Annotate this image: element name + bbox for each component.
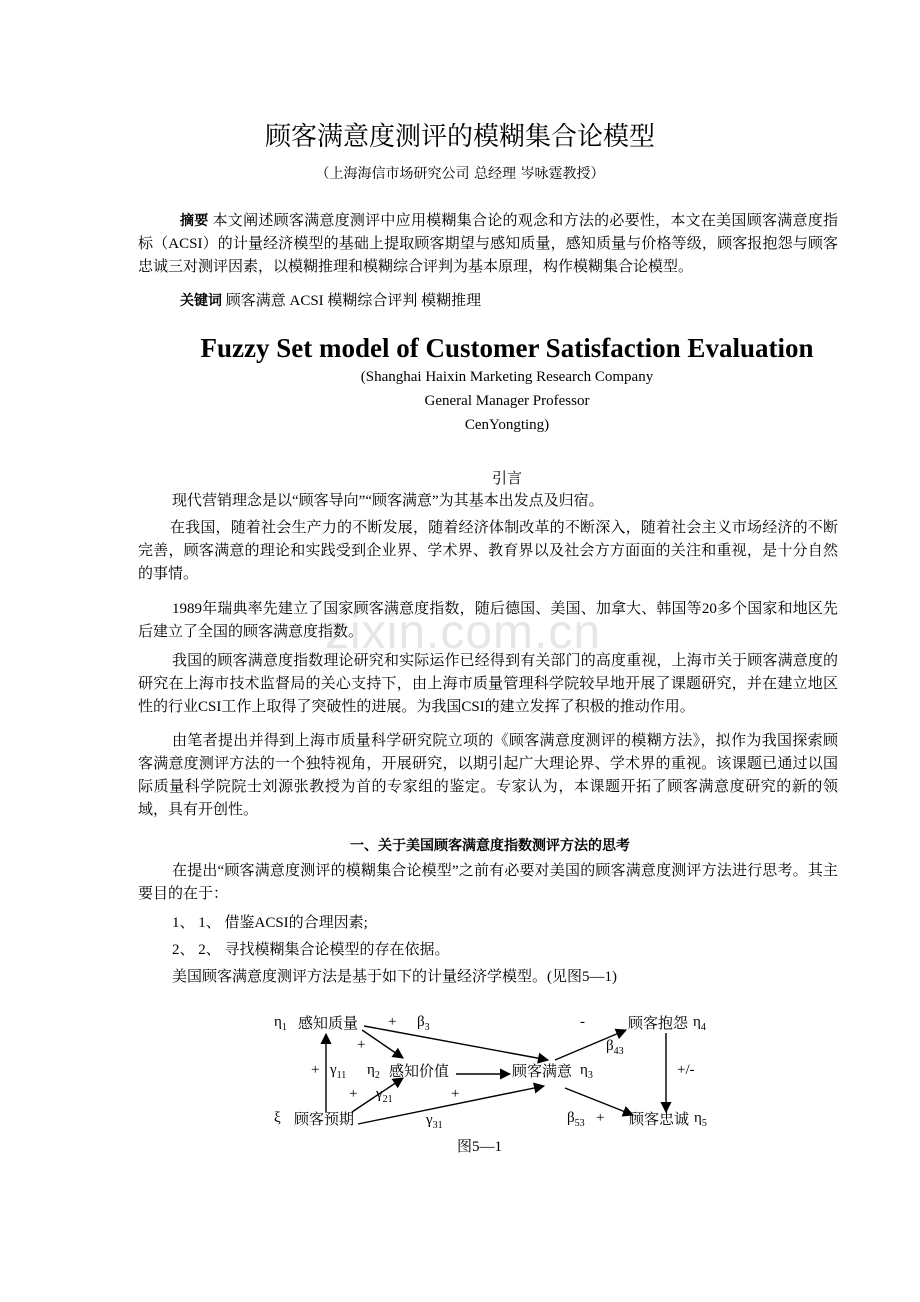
section-paragraph-2: 美国顾客满意度测评方法是基于如下的计量经济学模型。(见图5—1) [172,969,617,985]
intro-paragraph-5: 由笔者提出并得到上海市质量科学研究院立项的《顾客满意度测评的模糊方法》，拟作为我国探索顾客满意度测评方法的一个独特视角，开展研究，以期引起广大理论界、学术界的重视。该课题已通过以国际质量科学院院士刘源张教授为首的专家组的鉴定。专家认为，本课题开拓了顾客满意度研究的新的领域，具有开创性。 [138,733,838,818]
plus-quality-value-label: + [357,1037,366,1053]
gamma21-label: $\gamma_{21}$ [376,1086,393,1105]
eta1-label: $\eta_1$ [274,1014,287,1033]
english-affiliation-line-3: CenYongting) [464,417,550,433]
complaint-node: 顾客抱怨 [628,1016,689,1032]
beta3-label: $\beta_3$ [417,1014,430,1033]
plus-gamma21-label: + [349,1086,358,1102]
eta2-label: $\eta_2$ [367,1062,380,1081]
eta5-label: $\eta_5$ [694,1110,707,1129]
plus-gamma31-label: + [451,1086,460,1102]
plus-beta53-label: + [596,1110,605,1126]
intro-heading: 引言 [491,469,522,487]
eta3-label: $\eta_3$ [580,1062,593,1081]
section-paragraph-1: 在提出“顾客满意度测评的模糊集合论模型”之前有必要对美国的顾客满意度测评方法进行思考。其主要目的在于： [138,863,838,902]
xi-label: ξ [274,1110,281,1126]
section-heading: 一、关于美国顾客满意度指数测评方法的思考 [350,838,630,854]
beta3-plus-label: + [388,1014,397,1030]
english-affiliation-line-2: General Manager Professor [424,393,590,409]
arrow-quality-to-satisfaction [364,1026,548,1060]
expectation-node: 顾客预期 [294,1112,355,1128]
minus-label: - [580,1014,585,1030]
english-title: Fuzzy Set model of Customer Satisfaction Evaluation [200,333,814,363]
english-affiliation-line-1: (Shanghai Haixin Marketing Research Company [360,369,654,385]
gamma11-label: $\gamma_{11}$ [330,1062,347,1081]
beta43-label: $\beta_{43}$ [606,1038,624,1057]
eta4-label: $\eta_4$ [693,1014,706,1033]
abstract-text: 本文阐述顾客满意度测评中应用模糊集合论的观念和方法的必要性，本文在美国顾客满意度指标（ACSI）的计量经济模型的基础上提取顾客期望与感知质量，感知质量与价格等级，顾客报抱怨与顾客忠诚三对测评因素，以模糊推理和模糊综合评判为基本原理，构作模糊集合论模型。 [138,213,839,275]
author-affiliation: （上海海信市场研究公司 总经理 岑咏霆教授） [315,166,605,182]
arrow-quality-to-value [362,1030,403,1058]
intro-paragraph-1: 现代营销理念是以“顾客导向”“顾客满意”为其基本出发点及归宿。 [172,493,604,509]
perceived-value-node: 感知价值 [389,1064,450,1080]
plus-minus-label: +/- [677,1062,695,1078]
satisfaction-node: 顾客满意 [512,1064,573,1080]
intro-paragraph-3: 1989年瑞典率先建立了国家顾客满意度指数，随后德国、美国、加拿大、韩国等20多个国家和地区先后建立了全国的顾客满意度指数。 [138,601,838,640]
plus-gamma11-label: + [311,1062,320,1078]
keywords-label: 关键词 [180,293,222,309]
keywords-text: 顾客满意 ACSI 模糊综合评判 模糊推理 [225,293,482,309]
loyalty-node: 顾客忠诚 [629,1112,690,1128]
section-list-item-1: 1、 1、 借鉴ACSI的合理因素; [172,915,368,931]
abstract-label: 摘要 [180,213,209,229]
section-list-item-2: 2、 2、 寻找模糊集合论模型的存在依据。 [172,942,450,958]
beta53-label: $\beta_{53}$ [567,1110,585,1129]
perceived-quality-node: 感知质量 [298,1016,359,1032]
intro-paragraph-2: 在我国，随着社会生产力的不断发展，随着经济体制改革的不断深入，随着社会主义市场经济的不断完善，顾客满意的理论和实践受到企业界、学术界、教育界以及社会方方面面的关注和重视，是十分自然的事情。 [138,520,838,582]
watermark: zixin.com.cn [325,606,602,659]
intro-paragraph-4: 我国的顾客满意度指数理论研究和实际运作已经得到有关部门的高度重视，上海市关于顾客满意度的研究在上海市技术监督局的关心支持下，由上海市质量管理科学院较早地开展了课题研究，并在建立地区性的行业CSI工作上取得了突破性的进展。为我国CSI的建立发挥了积极的推动作用。 [138,653,838,715]
figure-caption: 图5—1 [457,1139,503,1155]
page-title: 顾客满意度测评的模糊集合论模型 [264,122,655,152]
gamma31-label: $\gamma_{31}$ [426,1112,443,1131]
